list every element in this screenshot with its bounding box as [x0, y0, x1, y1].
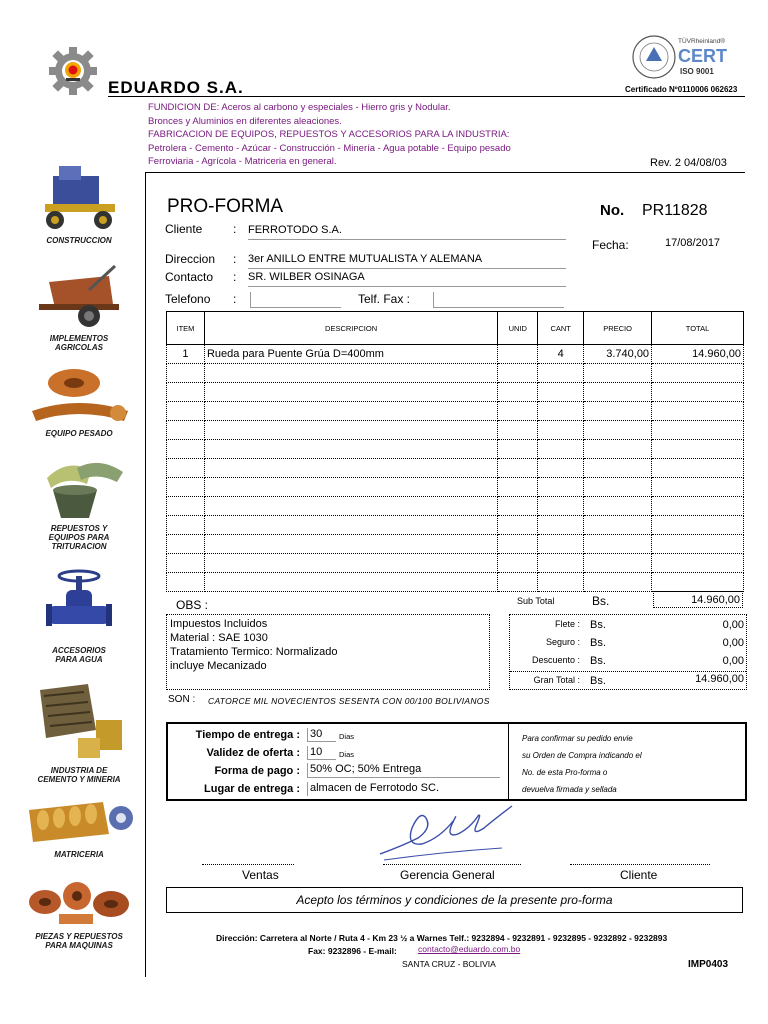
- table-cell: [538, 554, 584, 573]
- contacto-label: Contacto: [165, 270, 214, 284]
- table-cell: [167, 440, 205, 459]
- table-cell: Rueda para Puente Grúa D=400mm: [204, 345, 497, 364]
- gran-total-label: Gran Total :: [533, 675, 580, 685]
- table-cell: [167, 497, 205, 516]
- sidebar-label: CONSTRUCCION: [46, 236, 112, 245]
- table-cell: [498, 497, 538, 516]
- table-row: [167, 535, 744, 554]
- col-header-unid: UNID: [498, 312, 538, 345]
- descuento-label: Descuento :: [531, 655, 580, 665]
- document-title: PRO-FORMA: [167, 196, 284, 217]
- certificate-number: Certificado Nº0110006 062623: [625, 85, 738, 94]
- table-cell: [652, 497, 744, 516]
- table-cell: [498, 383, 538, 402]
- sidebar-label: EQUIPO PESADO: [45, 429, 113, 438]
- cliente-label: Cliente: [165, 222, 203, 236]
- note-line: su Orden de Compra indicando el: [522, 751, 642, 760]
- table-cell: [584, 497, 652, 516]
- proforma-number: PR11828: [642, 202, 708, 219]
- table-cell: [498, 535, 538, 554]
- table-cell: [538, 497, 584, 516]
- table-row: [167, 345, 744, 364]
- signature-image: [372, 798, 522, 866]
- cement-mining-parts-icon: [26, 680, 132, 764]
- ventas-label: Ventas: [242, 868, 279, 882]
- cert-brand: TÜVRheinland®: [678, 38, 726, 45]
- table-cell: [498, 421, 538, 440]
- table-cell: [204, 516, 497, 535]
- lugar-value: almacen de Ferrotodo SC.: [307, 782, 448, 796]
- table-cell: [167, 516, 205, 535]
- table-cell: [498, 459, 538, 478]
- obs-label: OBS :: [176, 598, 209, 612]
- table-cell: [538, 573, 584, 592]
- description-line: FABRICACION DE EQUIPOS, REPUESTOS Y ACCESORIOS PARA LA INDUSTRIA:: [148, 129, 510, 140]
- note-line: devuelva firmada y sellada: [522, 785, 617, 794]
- cert-title: CERT: [678, 46, 727, 66]
- table-cell: [498, 345, 538, 364]
- table-cell: [584, 364, 652, 383]
- validez-label: Validez de oferta :: [206, 747, 300, 759]
- sidebar-products: [14, 160, 144, 980]
- cert-iso: ISO 9001: [680, 67, 714, 76]
- table-row: [167, 383, 744, 402]
- description-line: Bronces y Aluminios en diferentes aleaciones.: [148, 115, 342, 127]
- table-row: [167, 497, 744, 516]
- table-cell: [652, 478, 744, 497]
- table-cell: [652, 535, 744, 554]
- revision: Rev. 2 04/08/03: [650, 157, 727, 169]
- table-cell: [584, 478, 652, 497]
- table-row: [167, 402, 744, 421]
- proforma-number-label: No.: [600, 202, 625, 219]
- tuv-cert-seal-icon: [632, 33, 744, 85]
- direccion-field: 3er ANILLO ENTRE MUTUALISTA Y ALEMANA: [248, 253, 566, 269]
- conditions-box: [166, 722, 747, 801]
- table-cell: [204, 421, 497, 440]
- items-table: [166, 311, 744, 592]
- telefono-label: Telefono: [165, 292, 211, 306]
- table-cell: 4: [538, 345, 584, 364]
- obs-line: Impuestos Incluidos: [170, 618, 268, 630]
- table-cell: [652, 573, 744, 592]
- validez-unit: Dias: [339, 750, 355, 759]
- table-cell: [167, 459, 205, 478]
- sidebar-item-matriceria: [14, 790, 144, 859]
- footer-address: Dirección: Carretera al Norte / Ruta 4 - Km 23 ½ a Warnes Telf.: 9232894 - 9232891 - 9232895 - 9232892 - 9232893: [216, 933, 668, 943]
- description-line: Ferroviaria - Agrícola - Matriceria en general.: [148, 156, 337, 167]
- conditions-divider: [508, 724, 509, 799]
- table-cell: [498, 516, 538, 535]
- pago-label: Forma de pago :: [214, 765, 300, 777]
- sidebar-item-construccion: [14, 162, 144, 245]
- footer-city: SANTA CRUZ - BOLIVIA: [402, 959, 496, 969]
- cliente-field: FERROTODO S.A.: [248, 224, 566, 240]
- sidebar-item-piezas: [14, 872, 144, 950]
- table-cell: [538, 440, 584, 459]
- currency-label: Bs.: [590, 655, 606, 667]
- note-line: No. de esta Pro-forma o: [522, 768, 608, 777]
- gerencia-label: Gerencia General: [400, 868, 495, 882]
- son-value: CATORCE MIL NOVECIENTOS SESENTA CON 00/100 BOLIVIANOS: [208, 696, 490, 706]
- table-row: [167, 421, 744, 440]
- table-header-row: [167, 312, 744, 345]
- currency-label: Bs.: [590, 637, 606, 649]
- table-row: [167, 478, 744, 497]
- table-row: [167, 573, 744, 592]
- form-code: IMP0403: [688, 959, 729, 970]
- table-cell: [584, 402, 652, 421]
- currency-label: Bs.: [592, 594, 610, 608]
- sidebar-item-cemento-mineria: [14, 680, 144, 784]
- table-cell: [498, 364, 538, 383]
- table-cell: [204, 554, 497, 573]
- descuento-value: 0,00: [722, 655, 744, 667]
- subtotal-value: 14.960,00: [653, 591, 743, 608]
- col-header-total: TOTAL: [652, 312, 744, 345]
- sidebar-item-equipo-pesado: [14, 365, 144, 438]
- col-header-item: ITEM: [167, 312, 205, 345]
- table-cell: [204, 478, 497, 497]
- company-description: [148, 101, 511, 169]
- table-row: [167, 459, 744, 478]
- table-cell: [652, 440, 744, 459]
- items-body: [167, 345, 744, 592]
- totals-box: [509, 614, 747, 690]
- obs-line: Tratamiento Termico: Normalizado: [170, 646, 338, 658]
- entrega-value: 30: [307, 728, 336, 742]
- description-line: FUNDICION DE: Aceros al carbono y especiales - Hierro gris y Nodular.: [148, 102, 451, 113]
- table-cell: [167, 383, 205, 402]
- sidebar-label: MATRICERIA: [54, 850, 104, 859]
- gran-total-value: 14.960,00: [695, 673, 744, 685]
- obs-box: [166, 614, 490, 690]
- form-left-border: [145, 172, 146, 977]
- confirmation-note: [522, 730, 642, 798]
- telefono-field: [250, 292, 341, 308]
- fax-label: Telf. Fax :: [358, 292, 411, 306]
- table-cell: [204, 573, 497, 592]
- son-label: SON :: [168, 694, 196, 705]
- table-cell: 3.740,00: [584, 345, 652, 364]
- col-header-descripcion: DESCRIPCION: [204, 312, 497, 345]
- colon: :: [233, 252, 237, 266]
- colon: :: [233, 292, 237, 306]
- table-cell: [652, 554, 744, 573]
- table-cell: [538, 459, 584, 478]
- table-cell: [584, 459, 652, 478]
- description-line: Petrolera - Cemento - Azúcar - Construcción - Minería - Agua potable - Equipo pesado: [148, 142, 511, 154]
- ventas-signature-line: [202, 864, 294, 865]
- table-cell: [538, 535, 584, 554]
- gerencia-signature-line: [383, 864, 521, 865]
- flete-label: Flete :: [554, 619, 580, 629]
- table-cell: [204, 497, 497, 516]
- table-cell: [498, 440, 538, 459]
- table-cell: [204, 459, 497, 478]
- die-casting-mold-icon: [23, 790, 135, 848]
- agricultural-trailer-icon: [29, 260, 129, 332]
- table-cell: [652, 402, 744, 421]
- sidebar-label: PIEZAS Y REPUESTOS PARA MAQUINAS: [35, 932, 123, 950]
- table-cell: [498, 554, 538, 573]
- note-line: Para confirmar su pedido envie: [522, 734, 633, 743]
- table-cell: [167, 478, 205, 497]
- table-cell: [584, 440, 652, 459]
- colon: :: [233, 270, 237, 284]
- water-valve-icon: [44, 568, 114, 644]
- validez-value: 10: [307, 746, 336, 760]
- header-divider: [108, 96, 745, 97]
- table-cell: [204, 383, 497, 402]
- seguro-value: 0,00: [722, 637, 744, 649]
- table-cell: [204, 402, 497, 421]
- table-cell: [652, 383, 744, 402]
- table-row: [167, 440, 744, 459]
- table-cell: [584, 516, 652, 535]
- sidebar-item-implementos: [14, 260, 144, 352]
- footer-fax: Fax: 9232896 - E-mail:: [308, 946, 397, 956]
- table-cell: [538, 421, 584, 440]
- company-logo-gear-icon: [46, 46, 100, 96]
- machine-parts-icon: [23, 872, 135, 930]
- cliente-signature-label: Cliente: [620, 868, 658, 882]
- table-cell: [584, 383, 652, 402]
- table-cell: [584, 535, 652, 554]
- flete-value: 0,00: [722, 619, 744, 631]
- sidebar-label: ACCESORIOS PARA AGUA: [52, 646, 106, 664]
- table-cell: [204, 535, 497, 554]
- table-cell: [498, 573, 538, 592]
- sidebar-label: IMPLEMENTOS AGRICOLAS: [49, 334, 109, 352]
- sidebar-label: REPUESTOS Y EQUIPOS PARA TRITURACION: [48, 524, 110, 551]
- table-cell: [652, 364, 744, 383]
- fax-field: [433, 292, 564, 308]
- table-row: [167, 554, 744, 573]
- table-cell: 1: [167, 345, 205, 364]
- sidebar-item-accesorios-agua: [14, 568, 144, 664]
- obs-line: Material : SAE 1030: [170, 632, 268, 644]
- heavy-equipment-parts-icon: [24, 365, 134, 427]
- fecha-value: 17/08/2017: [665, 237, 721, 249]
- table-cell: [167, 535, 205, 554]
- sidebar-label: INDUSTRIA DE CEMENTO Y MINERIA: [37, 766, 121, 784]
- table-cell: [584, 573, 652, 592]
- table-cell: [498, 402, 538, 421]
- table-cell: [652, 421, 744, 440]
- table-cell: [204, 364, 497, 383]
- table-row: [167, 516, 744, 535]
- table-cell: [584, 421, 652, 440]
- direccion-label: Direccion: [165, 252, 216, 266]
- table-cell: [584, 554, 652, 573]
- table-cell: [167, 421, 205, 440]
- currency-label: Bs.: [590, 675, 606, 687]
- company-name: EDUARDO S.A.: [108, 78, 244, 97]
- table-cell: [538, 364, 584, 383]
- table-cell: [167, 554, 205, 573]
- entrega-unit: Dias: [339, 732, 355, 741]
- table-cell: [538, 516, 584, 535]
- lugar-label: Lugar de entrega :: [204, 783, 300, 795]
- pago-value: 50% OC; 50% Entrega: [307, 763, 500, 778]
- table-cell: 14.960,00: [652, 345, 744, 364]
- table-cell: [167, 364, 205, 383]
- col-header-precio: PRECIO: [584, 312, 652, 345]
- table-cell: [652, 516, 744, 535]
- colon: :: [233, 222, 237, 236]
- contacto-field: SR. WILBER OSINAGA: [248, 271, 566, 287]
- col-header-cant: CANT: [538, 312, 584, 345]
- obs-line: incluye Mecanizado: [170, 660, 267, 672]
- subtotal-label: Sub Total: [517, 596, 555, 606]
- entrega-label: Tiempo de entrega :: [195, 729, 300, 741]
- seguro-label: Seguro :: [545, 637, 580, 647]
- crusher-parts-icon: [27, 450, 131, 522]
- table-cell: [538, 478, 584, 497]
- table-cell: [204, 440, 497, 459]
- currency-label: Bs.: [590, 619, 606, 631]
- acceptance-statement: Acepto los términos y condiciones de la presente pro-forma: [166, 887, 743, 913]
- table-cell: [167, 573, 205, 592]
- footer-email-link[interactable]: contacto@eduardo.com.bo: [418, 944, 521, 954]
- table-cell: [167, 402, 205, 421]
- sidebar-item-repuestos: [14, 450, 144, 551]
- form-top-border: [145, 172, 745, 173]
- table-cell: [498, 478, 538, 497]
- table-row: [167, 364, 744, 383]
- fecha-label: Fecha:: [592, 238, 629, 252]
- table-cell: [538, 402, 584, 421]
- table-cell: [538, 383, 584, 402]
- construction-machine-icon: [31, 162, 127, 234]
- table-cell: [652, 459, 744, 478]
- cliente-signature-line: [570, 864, 710, 865]
